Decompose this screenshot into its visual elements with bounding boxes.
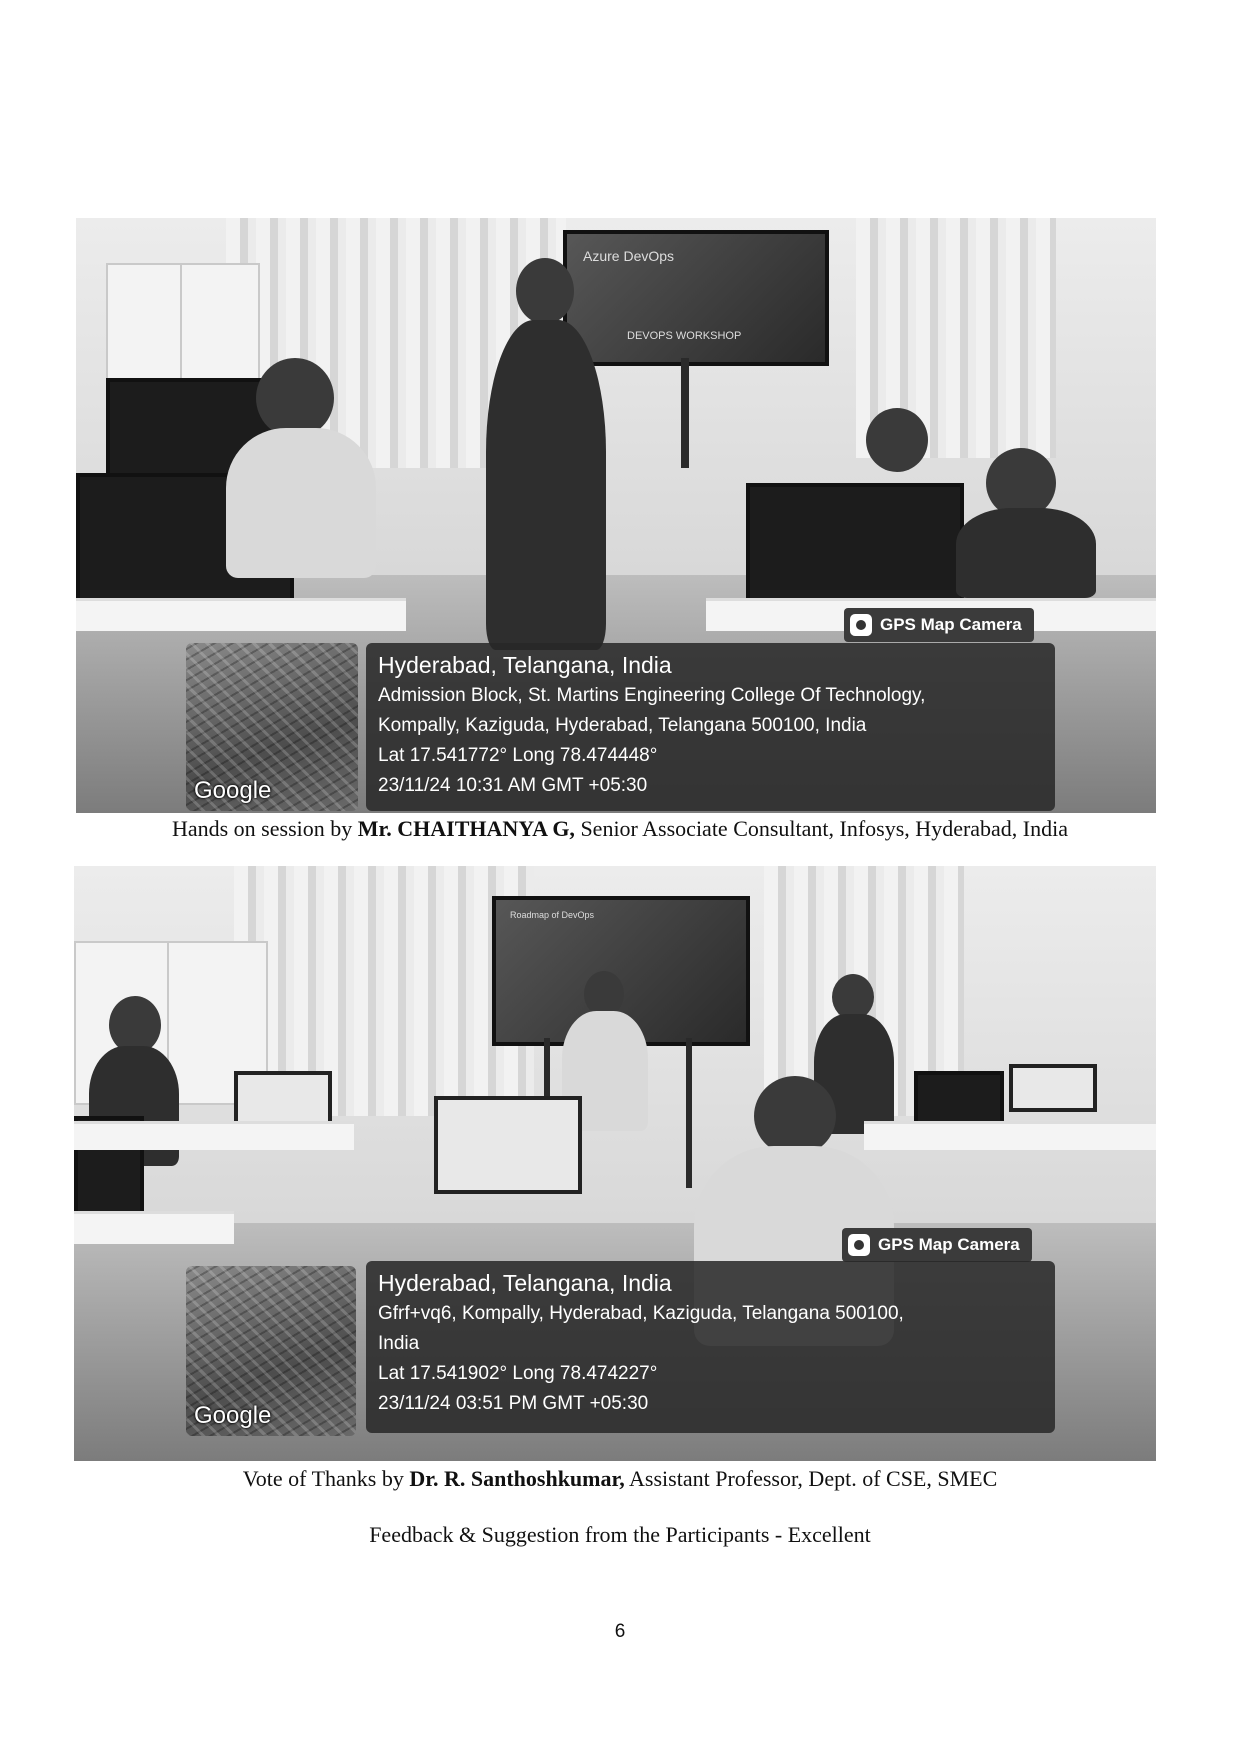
google-logo: Google [194,1402,272,1429]
tv-title: Azure DevOps [583,248,675,264]
gps-map-thumbnail [186,643,358,811]
feedback-line: Feedback & Suggestion from the Participants - Excellent [369,1522,871,1547]
participant [846,408,956,528]
desk [74,1211,234,1244]
caption-2-suffix: Assistant Professor, Dept. of CSE, SMEC [624,1466,998,1491]
participant-head [256,358,334,438]
participant [226,358,376,578]
gps-location-panel [366,643,1055,811]
caption-photo-1 [0,816,1240,842]
tv-stand [686,1038,692,1188]
gps-datetime: 23/11/24 10:31 AM GMT +05:30 [378,775,648,796]
gps-map-thumbnail [186,1266,356,1436]
gps-location-panel [366,1261,1055,1433]
gps-coordinates: Lat 17.541772° Long 78.474448° [378,745,658,766]
tv-title: Roadmap of DevOps [510,910,595,920]
presenter [486,258,606,678]
tv-stand [681,358,689,468]
participant-head [754,1076,836,1156]
caption-2-name: Dr. R. Santhoshkumar, [409,1466,625,1491]
google-logo: Google [194,777,272,804]
participant [956,448,1096,598]
participant-body [956,508,1096,598]
workshop-photo-2 [74,866,1156,1461]
gps-city: Hyderabad, Telangana, India [378,1270,672,1296]
camera-icon [848,1234,870,1256]
caption-1-suffix: Senior Associate Consultant, Infosys, Hyderabad, India [574,816,1069,841]
monitor [1009,1064,1097,1112]
presenter-head [516,258,574,324]
page-number: 6 [614,1621,626,1642]
gps-camera-tag [842,1228,1032,1262]
gps-coordinates: Lat 17.541902° Long 78.474227° [378,1363,658,1384]
participant-body [226,428,376,578]
gps-camera-tag [844,608,1034,642]
gps-datetime: 23/11/24 03:51 PM GMT +05:30 [378,1393,649,1414]
caption-1-name: Mr. CHAITHANYA G, [357,816,575,841]
monitor [434,1096,582,1194]
gps-address-line-2: Kompally, Kaziguda, Hyderabad, Telangana 500100, India [378,715,867,736]
caption-2-prefix: Vote of Thanks by [242,1466,410,1491]
gps-tag-label: GPS Map Camera [880,615,1022,634]
desk [864,1121,1156,1150]
presenter-body [486,320,606,650]
desk [76,598,406,631]
camera-icon [850,614,872,636]
caption-1-prefix: Hands on session by [171,816,358,841]
participant-head [866,408,928,472]
workshop-photo-1 [76,218,1156,813]
desk [74,1121,354,1150]
caption-photo-2 [0,1466,1240,1492]
tv-subtitle: DEVOPS WORKSHOP [627,330,742,342]
gps-city: Hyderabad, Telangana, India [378,652,672,678]
gps-address-line-1: Gfrf+vq6, Kompally, Hyderabad, Kaziguda, Telangana 500100, [378,1303,904,1324]
gps-address-line-2: India [378,1333,420,1354]
gps-tag-label: GPS Map Camera [878,1235,1020,1254]
gps-address-line-1: Admission Block, St. Martins Engineering College Of Technology, [378,685,926,706]
